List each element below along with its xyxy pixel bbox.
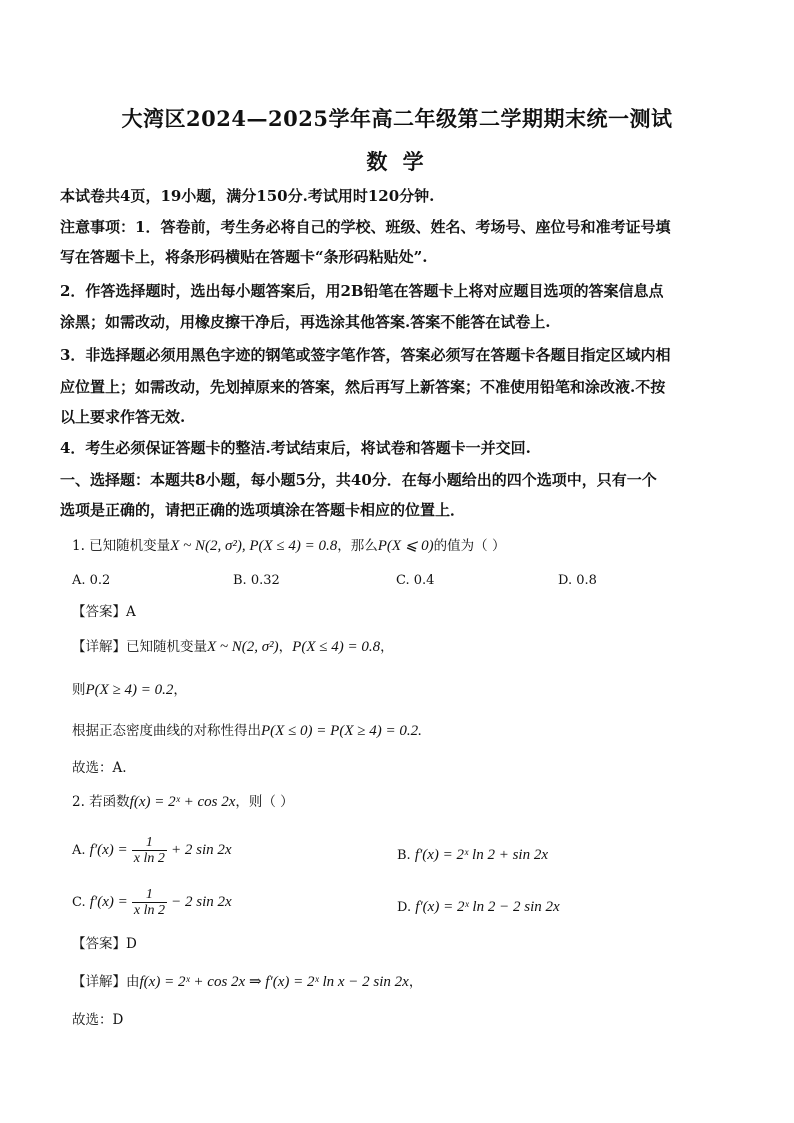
exam-intro: 本试卷共4页，19小题，满分150分.考试用时120分钟. — [60, 187, 435, 205]
notice-3b: 应位置上；如需改动，先划掉原来的答案，然后再写上新答案；不准使用铅笔和涂改液.不按 — [60, 378, 666, 396]
q2-option-b-label: B. — [397, 848, 411, 863]
notice-3c: 以上要求作答无效. — [60, 408, 186, 426]
notice-4: 4．考生必须保证答题卡的整洁.考试结束后，将试卷和答题卡一并交回. — [60, 439, 531, 457]
q1-option-d: D. 0.8 — [558, 573, 597, 588]
q1-detail-math1: X ~ N(2, σ²) — [207, 639, 279, 655]
q1-step2 — [72, 721, 422, 741]
q2-option-c — [72, 887, 232, 918]
q1-option-b: B. 0.32 — [233, 573, 280, 588]
notice-2a: 2．作答选择题时，选出每小题答案后，用2B铅笔在答题卡上将对应题目选项的答案信息点 — [60, 282, 664, 300]
q2-option-c-num: 1 — [132, 887, 167, 903]
exam-subject: 数 学 — [366, 149, 428, 174]
q2-option-c-label: C. — [72, 895, 86, 910]
q2-detail-end: ， — [408, 974, 423, 990]
q1-detail-math2: P(X ≤ 4) = 0.8 — [292, 639, 381, 655]
q1-step1 — [72, 680, 187, 700]
q1-detail-label: 【详解】已知随机变量 — [72, 639, 207, 655]
q2-option-b-math: f′(x) = 2ˣ ln 2 + sin 2x — [414, 847, 548, 863]
q2-option-c-den: x ln 2 — [133, 903, 165, 918]
q1-stem-math: X ~ N(2, σ²), P(X ≤ 4) = 0.8 — [170, 538, 338, 554]
notice-2b: 涂黑；如需改动，用橡皮擦干净后，再选涂其他答案.答案不能答在试卷上. — [60, 313, 551, 331]
q1-stem-math2: P(X ⩽ 0) — [377, 538, 434, 554]
q2-conclusion: 故选：D — [72, 1012, 124, 1028]
q2-option-b — [397, 845, 548, 866]
q2-option-a-fraction — [132, 835, 167, 866]
q1-option-c: C. 0.4 — [396, 573, 435, 588]
section-heading-a: 一、选择题：本题共8小题，每小题5分，共40分．在每小题给出的四个选项中，只有一个 — [60, 471, 657, 489]
q1-conclusion: 故选：A. — [72, 760, 127, 776]
q1-step1-end: ， — [173, 682, 187, 698]
q2-stem-math: f(x) = 2ˣ + cos 2x — [129, 794, 236, 810]
exam-title: 大湾区2024—2025学年高二年级第二学期期末统一测试 — [121, 106, 673, 131]
q2-option-d-math: f′(x) = 2ˣ ln 2 − 2 sin 2x — [415, 899, 560, 915]
section-heading-b: 选项是正确的，请把正确的选项填涂在答题卡相应的位置上． — [60, 501, 466, 519]
notice-3a: 3．非选择题必须用黑色字迹的钢笔或签字笔作答，答案必须写在答题卡各题目指定区域内相 — [60, 346, 671, 364]
q1-stem-prefix: 1. 已知随机变量 — [72, 538, 171, 554]
q2-option-c-right: − 2 sin 2x — [171, 894, 232, 910]
q1-detail — [72, 637, 394, 657]
q2-answer: 【答案】D — [72, 936, 137, 952]
notice-1b: 写在答题卡上，将条形码横贴在答题卡“条形码粘贴处”. — [60, 248, 428, 266]
q1-answer: 【答案】A — [72, 604, 136, 620]
q1-option-a: A. 0.2 — [72, 573, 111, 588]
q1-step1-math: P(X ≥ 4) = 0.2 — [85, 682, 174, 698]
q2-option-a-label: A. — [72, 843, 86, 858]
q2-option-a-left: f′(x) = — [89, 842, 128, 858]
q1-step2-prefix: 根据正态密度曲线的对称性得出 — [72, 723, 261, 739]
q1-stem-mid: ，那么 — [337, 538, 378, 554]
q2-stem-suffix: ，则（ ） — [235, 794, 294, 810]
q2-detail — [72, 972, 422, 992]
q1-stem-suffix: 的值为（ ） — [433, 538, 506, 554]
q2-detail-math: f(x) = 2ˣ + cos 2x ⇒ f′(x) = 2ˣ ln x − 2 sin 2x — [139, 974, 409, 990]
q2-stem-prefix: 2. 若函数 — [72, 794, 130, 810]
q2-stem — [72, 792, 294, 812]
q2-detail-label: 【详解】由 — [72, 974, 140, 990]
q2-option-c-fraction — [132, 887, 167, 918]
q2-option-c-left: f′(x) = — [89, 894, 128, 910]
q2-option-d — [397, 897, 560, 918]
q2-option-d-label: D. — [397, 900, 412, 915]
q1-step1-prefix: 则 — [72, 682, 86, 698]
q2-option-a-den: x ln 2 — [133, 851, 165, 866]
q1-detail-sep: ， — [278, 639, 293, 655]
q2-option-a — [72, 835, 232, 866]
notice-1a: 注意事项：1．答卷前，考生务必将自己的学校、班级、姓名、考场号、座位号和准考证号填 — [60, 218, 671, 236]
q1-detail-end: ， — [380, 639, 394, 655]
q2-option-a-num: 1 — [132, 835, 167, 851]
q1-step2-math: P(X ≤ 0) = P(X ≥ 4) = 0.2. — [261, 723, 422, 739]
q2-option-a-right: + 2 sin 2x — [171, 842, 232, 858]
q1-stem — [72, 536, 505, 556]
